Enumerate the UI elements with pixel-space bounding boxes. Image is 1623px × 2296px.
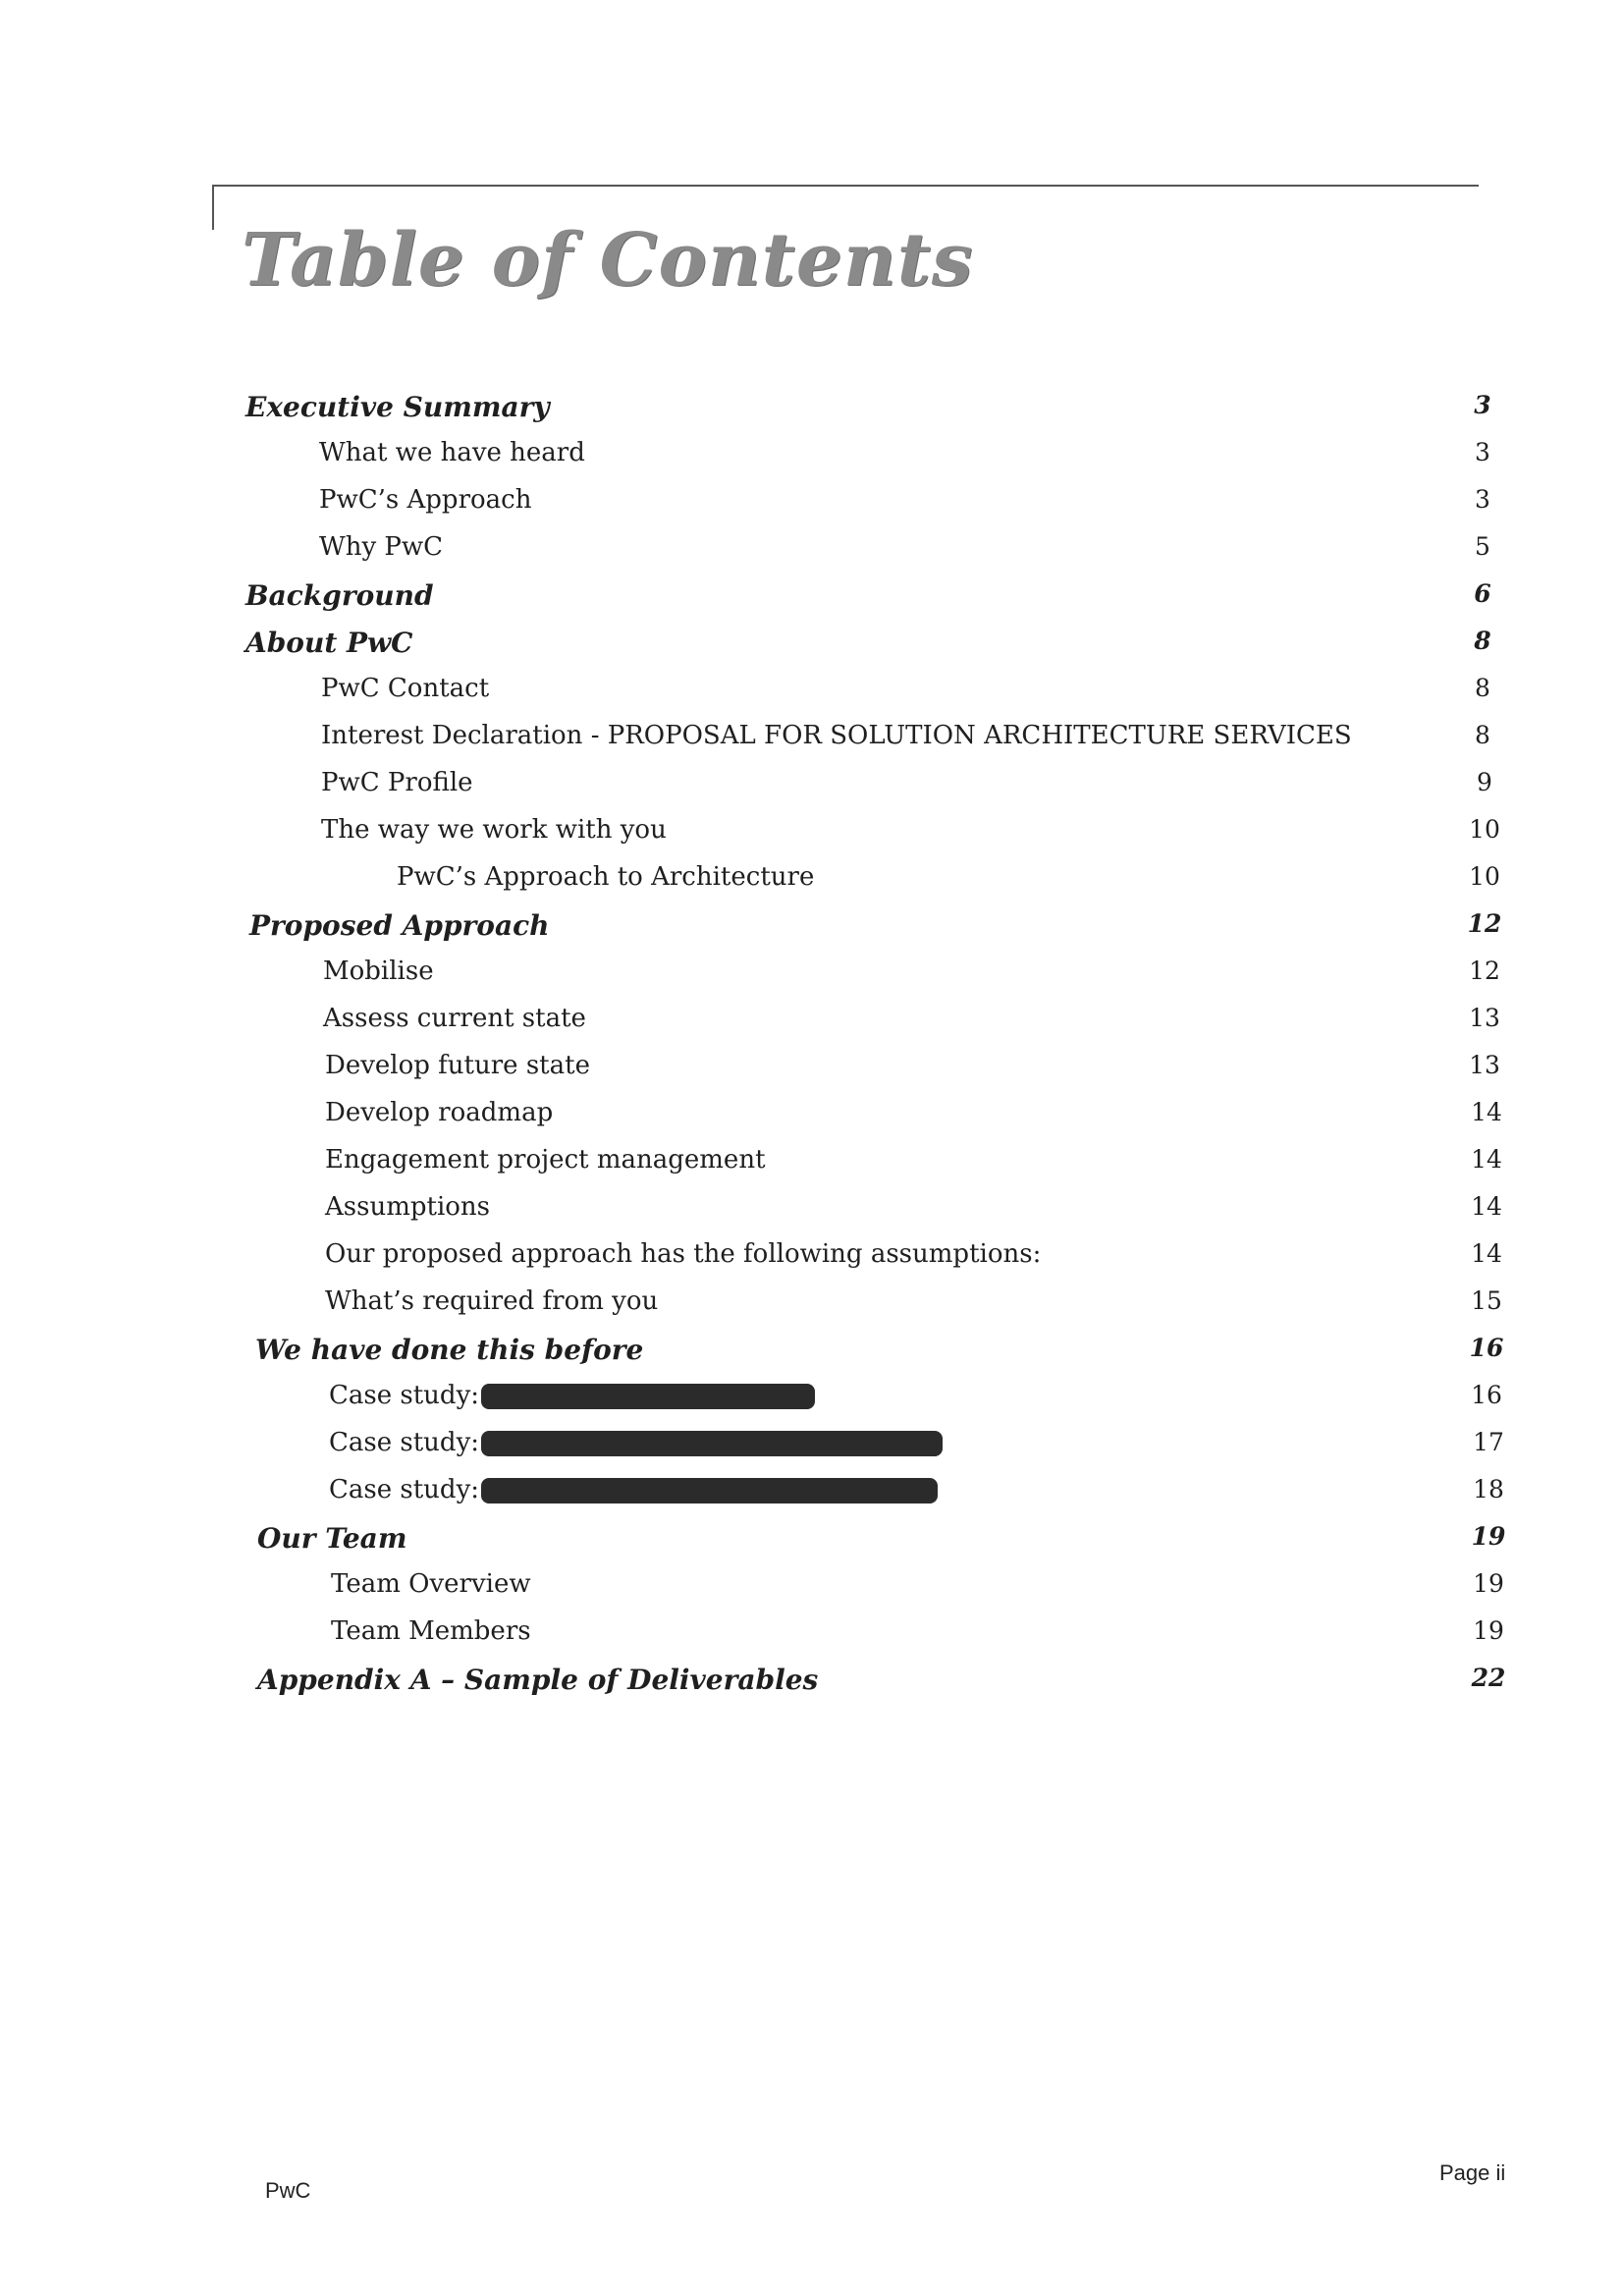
redaction-bar xyxy=(481,1478,938,1503)
toc-subsection-entry[interactable] xyxy=(0,674,1623,717)
toc-entry-label xyxy=(331,1569,531,1599)
toc-subsection-entry[interactable] xyxy=(0,1239,1623,1283)
toc-subsection-entry[interactable] xyxy=(0,1381,1623,1424)
toc-subsection-entry[interactable] xyxy=(0,815,1623,858)
toc-subsection-entry[interactable] xyxy=(0,1098,1623,1141)
toc-subsection-entry[interactable] xyxy=(0,438,1623,481)
toc-subsection-entry[interactable] xyxy=(0,721,1623,764)
toc-entry-page-number: 22 xyxy=(1471,1664,1506,1692)
toc-entry-page-number: 16 xyxy=(1471,1381,1502,1409)
toc-entry-label xyxy=(397,862,814,892)
toc-entry-label xyxy=(257,1522,406,1555)
toc-subsection-entry[interactable] xyxy=(0,1428,1623,1471)
toc-entry-label xyxy=(325,1192,490,1222)
toc-subsection-entry[interactable] xyxy=(0,532,1623,575)
toc-subsection-entry[interactable] xyxy=(0,1004,1623,1047)
toc-entry-label xyxy=(325,1098,553,1127)
toc-entry-text: Why PwC xyxy=(319,532,444,562)
toc-subsection-entry[interactable] xyxy=(0,1616,1623,1660)
toc-entry-label xyxy=(257,1664,818,1696)
toc-entry-page-number: 8 xyxy=(1475,721,1490,749)
toc-entry-page-number: 8 xyxy=(1475,674,1490,702)
toc-entry-text: Background xyxy=(245,579,434,612)
toc-entry-text: The way we work with you xyxy=(321,815,667,845)
page-title: Table of Contents xyxy=(242,218,974,302)
toc-entry-text: PwC Profile xyxy=(321,768,473,797)
toc-entry-label xyxy=(319,532,443,562)
toc-entry-page-number: 8 xyxy=(1474,627,1491,655)
toc-entry-label xyxy=(325,1051,590,1080)
toc-entry-page-number: 13 xyxy=(1469,1004,1500,1032)
toc-entry-page-number: 5 xyxy=(1475,532,1490,561)
redaction-bar xyxy=(481,1384,815,1409)
toc-entry-page-number: 3 xyxy=(1475,438,1490,466)
toc-entry-label xyxy=(255,1334,643,1366)
toc-entry-text: Assess current state xyxy=(323,1004,586,1033)
toc-entry-label xyxy=(323,1004,586,1033)
toc-entry-text: Case study: xyxy=(329,1475,480,1504)
toc-entry-label xyxy=(325,1239,1041,1269)
toc-entry-label xyxy=(325,1286,658,1316)
toc-entry-label xyxy=(321,815,667,845)
toc-entry-label xyxy=(331,1616,531,1646)
toc-entry-text: Engagement project management xyxy=(325,1145,766,1175)
toc-section-entry[interactable] xyxy=(0,391,1623,434)
toc-entry-page-number: 19 xyxy=(1471,1522,1506,1551)
toc-entry-text: We have done this before xyxy=(255,1334,644,1366)
toc-entry-page-number: 14 xyxy=(1471,1145,1502,1174)
toc-entry-text: Case study: xyxy=(329,1428,480,1457)
toc-entry-text: Executive Summary xyxy=(245,391,550,423)
toc-entry-label xyxy=(329,1428,943,1457)
toc-entry-page-number: 13 xyxy=(1469,1051,1500,1079)
footer-company: PwC xyxy=(265,2178,311,2203)
toc-subsection-entry[interactable] xyxy=(0,862,1623,905)
toc-entry-label xyxy=(321,674,489,703)
toc-entry-page-number: 3 xyxy=(1474,391,1491,419)
toc-entry-label xyxy=(321,721,1352,750)
redaction-bar xyxy=(481,1431,943,1456)
toc-section-entry[interactable] xyxy=(0,1334,1623,1377)
toc-entry-page-number: 10 xyxy=(1469,862,1500,891)
toc-entry-text: Case study: xyxy=(329,1381,480,1410)
toc-entry-text: What we have heard xyxy=(319,438,585,467)
toc-entry-label xyxy=(249,909,550,942)
toc-entry-page-number: 14 xyxy=(1471,1239,1502,1268)
toc-entry-label xyxy=(245,391,550,423)
toc-entry-text: Develop roadmap xyxy=(325,1098,554,1127)
toc-entry-text: Our proposed approach has the following assumptions: xyxy=(325,1239,1042,1269)
toc-entry-page-number: 14 xyxy=(1471,1192,1502,1221)
toc-entry-page-number: 19 xyxy=(1473,1616,1504,1645)
toc-subsection-entry[interactable] xyxy=(0,957,1623,1000)
toc-entry-text: Team Members xyxy=(331,1616,531,1646)
toc-entry-text: Assumptions xyxy=(325,1192,491,1222)
toc-entry-text: Interest Declaration - PROPOSAL FOR SOLUTION ARCHITECTURE SERVICES xyxy=(321,721,1352,750)
toc-entry-page-number: 12 xyxy=(1467,909,1502,938)
toc-entry-label xyxy=(319,485,531,515)
toc-entry-text: Team Overview xyxy=(331,1569,531,1599)
toc-entry-page-number: 10 xyxy=(1469,815,1500,844)
toc-entry-page-number: 15 xyxy=(1471,1286,1502,1315)
toc-subsection-entry[interactable] xyxy=(0,1475,1623,1518)
toc-section-entry[interactable] xyxy=(0,627,1623,670)
toc-entry-page-number: 3 xyxy=(1475,485,1490,514)
toc-subsection-entry[interactable] xyxy=(0,1145,1623,1188)
toc-entry-text: Our Team xyxy=(257,1522,407,1555)
toc-entry-text: About PwC xyxy=(245,627,413,659)
toc-entry-text: PwC Contact xyxy=(321,674,490,703)
toc-entry-text: Appendix A – Sample of Deliverables xyxy=(257,1664,819,1696)
toc-subsection-entry[interactable] xyxy=(0,1286,1623,1330)
toc-entry-text: PwC’s Approach xyxy=(319,485,532,515)
toc-entry-page-number: 17 xyxy=(1473,1428,1504,1456)
toc-entry-label xyxy=(321,768,473,797)
toc-entry-label xyxy=(329,1475,938,1504)
toc-entry-text: Develop future state xyxy=(325,1051,590,1080)
toc-entry-label xyxy=(319,438,585,467)
toc-entry-page-number: 18 xyxy=(1473,1475,1504,1503)
toc-entry-label xyxy=(325,1145,766,1175)
toc-subsection-entry[interactable] xyxy=(0,1569,1623,1613)
toc-section-entry[interactable] xyxy=(0,909,1623,953)
toc-entry-page-number: 6 xyxy=(1474,579,1491,608)
toc-entry-label xyxy=(329,1381,815,1410)
toc-entry-page-number: 16 xyxy=(1469,1334,1504,1362)
toc-entry-page-number: 12 xyxy=(1469,957,1500,985)
toc-subsection-entry[interactable] xyxy=(0,1051,1623,1094)
toc-entry-page-number: 19 xyxy=(1473,1569,1504,1598)
toc-section-entry[interactable] xyxy=(0,579,1623,623)
toc-section-entry[interactable] xyxy=(0,1522,1623,1565)
toc-entry-label xyxy=(323,957,434,986)
toc-entry-text: PwC’s Approach to Architecture xyxy=(397,862,815,892)
toc-subsection-entry[interactable] xyxy=(0,1192,1623,1235)
toc-entry-page-number: 9 xyxy=(1477,768,1492,796)
toc-entry-label xyxy=(245,627,412,659)
toc-section-entry[interactable] xyxy=(0,1664,1623,1707)
toc-entry-text: Mobilise xyxy=(323,957,434,986)
toc-entry-label xyxy=(245,579,434,612)
toc-entry-text: What’s required from you xyxy=(325,1286,659,1316)
footer-page-number: Page ii xyxy=(1439,2160,1506,2185)
toc-subsection-entry[interactable] xyxy=(0,768,1623,811)
toc-subsection-entry[interactable] xyxy=(0,485,1623,528)
toc-entry-page-number: 14 xyxy=(1471,1098,1502,1126)
toc-entry-text: Proposed Approach xyxy=(249,909,550,942)
